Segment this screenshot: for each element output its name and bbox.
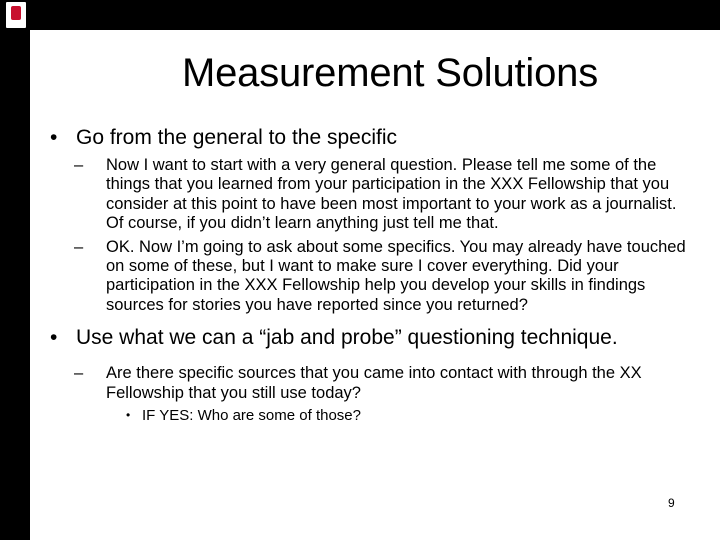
sub-bullet-text: Are there specific sources that you came into contact with through the XX Fellowship that you still use today?: [106, 364, 642, 402]
dash-icon: –: [74, 156, 84, 174]
page-number: 9: [668, 496, 675, 510]
bullet-dot-icon: •: [126, 408, 131, 423]
bullet-text: Use what we can a “jab and probe” questioning technique.: [76, 326, 618, 350]
slide-title: Measurement Solutions: [181, 51, 598, 95]
logo-accent: [11, 6, 21, 20]
bullet-general-to-specific: [46, 126, 706, 150]
sub-bullet-text: OK. Now I’m going to ask about some specifics. You may already have touched on some of these, but I want to make sure I cover everything. Did your participation in the XXX Fellowship help you develop your skills in findings sources for stories you have reported since you returned?: [106, 237, 686, 314]
bullet-dot-icon: •: [50, 326, 58, 350]
bullet-jab-and-probe: [46, 326, 706, 350]
bullet-text: Go from the general to the specific: [76, 126, 397, 149]
sub-bullet-text: Now I want to start with a very general question. Please tell me some of the things that you learned from your participation in the XXX Fellowship that you consider at this point to have been most important to your work as a journalist. Of course, if you didn’t learn anything just tell me that.: [106, 156, 677, 233]
dash-icon: –: [74, 364, 84, 383]
slide-body: [46, 126, 706, 425]
dash-icon: –: [74, 237, 84, 256]
left-frame-bar: [0, 0, 30, 540]
sub-bullet-specific-question: [46, 238, 696, 316]
sub-sub-bullet-if-yes: [46, 406, 706, 425]
sub-sub-bullet-text: IF YES: Who are some of those?: [142, 407, 361, 425]
sub-bullet-specific-sources: [46, 364, 696, 403]
logo-icon: [6, 2, 26, 28]
bullet-dot-icon: •: [50, 126, 58, 149]
top-frame-bar: [0, 0, 720, 30]
sub-bullet-general-question: [46, 156, 696, 234]
